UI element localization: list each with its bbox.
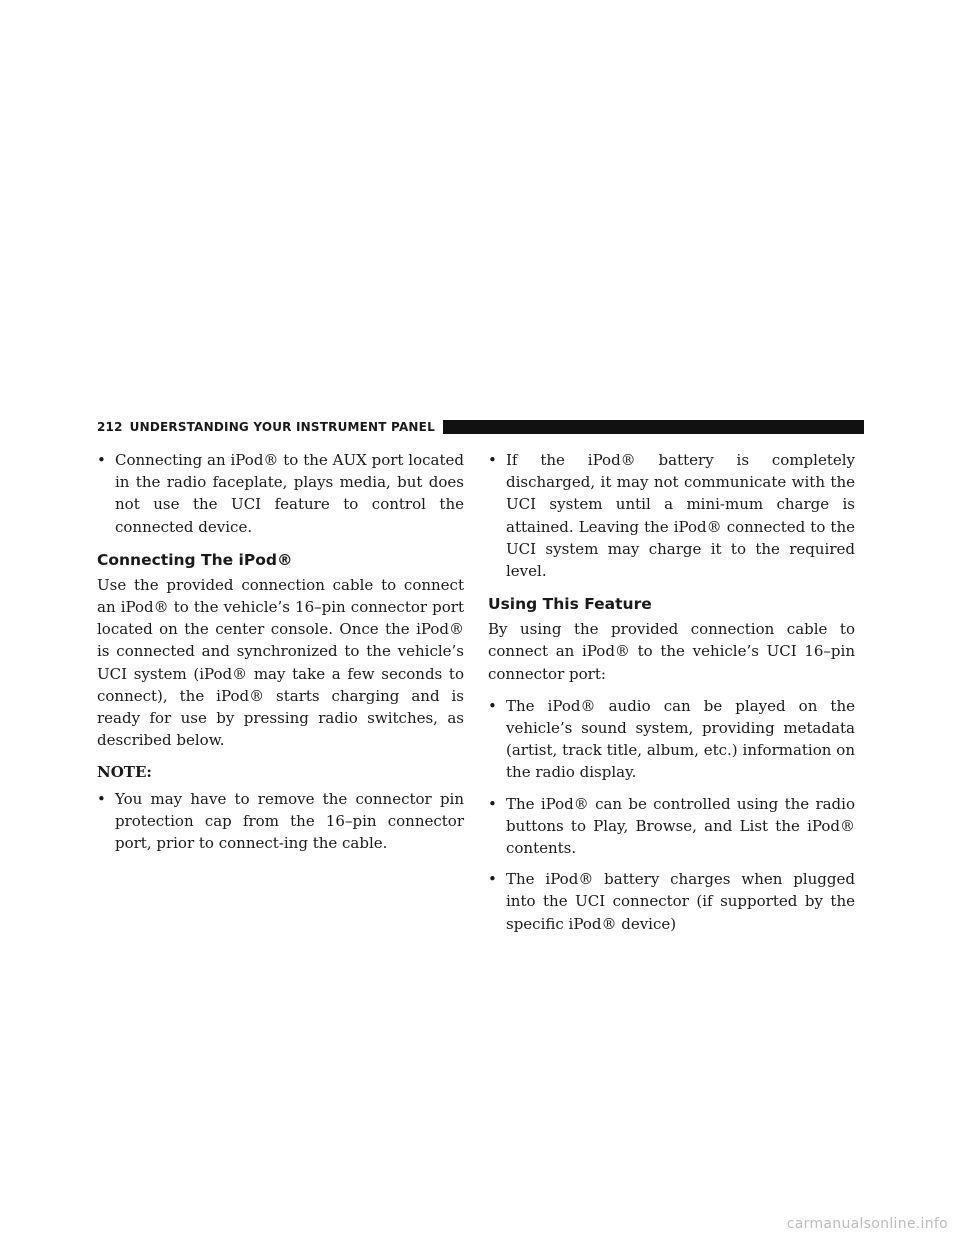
- list-item: [488, 868, 855, 935]
- bullet-icon: •: [97, 451, 106, 469]
- paragraph-using: By using the provided connection cable to connect an iPod® to the vehicle’s UCI 16–pin connector port:: [488, 620, 855, 683]
- intro-list: [488, 449, 855, 582]
- section-title: UNDERSTANDING YOUR INSTRUMENT PANEL: [129, 420, 435, 434]
- paragraph-connecting: Use the provided connection cable to connect an iPod® to the vehicle’s 16–pin connector port located on the center console. Once the iPod® is connected and synchronized to the vehicle’s UCI system (iPod® may take a few seconds to connect), the iPod® starts charging and is ready for use by pressing radio switches, as described below.: [97, 575, 464, 750]
- feature-list: [488, 695, 855, 935]
- list-item: [97, 449, 464, 538]
- list-item-text: You may have to remove the connector pin protection cap from the 16–pin connector port, prior to connect-ing the cable.: [115, 789, 464, 853]
- list-item: [488, 793, 855, 860]
- header-rule: [443, 420, 864, 434]
- list-item: [488, 449, 855, 582]
- watermark: carmanualsonline.info: [786, 1216, 948, 1232]
- bullet-icon: •: [97, 789, 106, 808]
- list-item: [488, 695, 855, 784]
- right-column: [488, 449, 855, 945]
- bullet-icon: •: [488, 794, 497, 813]
- list-item-text: The iPod® audio can be played on the vehicle’s sound system, providing metadata (artist, track title, album, etc.) information on the radio display.: [506, 696, 855, 782]
- bullet-icon: •: [488, 451, 497, 469]
- list-item-text: If the iPod® battery is completely discharged, it may not communicate with the UCI system until a mini-mum charge is attained. Leaving the iPod® connected to the UCI system may charge it to the required level.: [506, 451, 855, 581]
- page-header: [97, 417, 864, 437]
- heading-connecting-ipod: Connecting The iPod®: [97, 550, 293, 569]
- page-number: 212: [97, 420, 123, 434]
- note-label: NOTE:: [97, 763, 152, 782]
- bullet-icon: •: [488, 870, 497, 889]
- list-item-text: Connecting an iPod® to the AUX port located in the radio faceplate, plays media, but does not use the UCI feature to control the connected device.: [115, 451, 464, 536]
- note-list: [97, 788, 464, 855]
- list-item-text: The iPod® battery charges when plugged into the UCI connector (if supported by the specific iPod® device): [506, 870, 855, 933]
- list-item: [97, 788, 464, 855]
- heading-using-feature: Using This Feature: [488, 595, 652, 614]
- left-column: [97, 449, 464, 864]
- bullet-icon: •: [488, 696, 497, 715]
- intro-list: [97, 449, 464, 538]
- list-item-text: The iPod® can be controlled using the radio buttons to Play, Browse, and List the iPod® contents.: [506, 794, 855, 858]
